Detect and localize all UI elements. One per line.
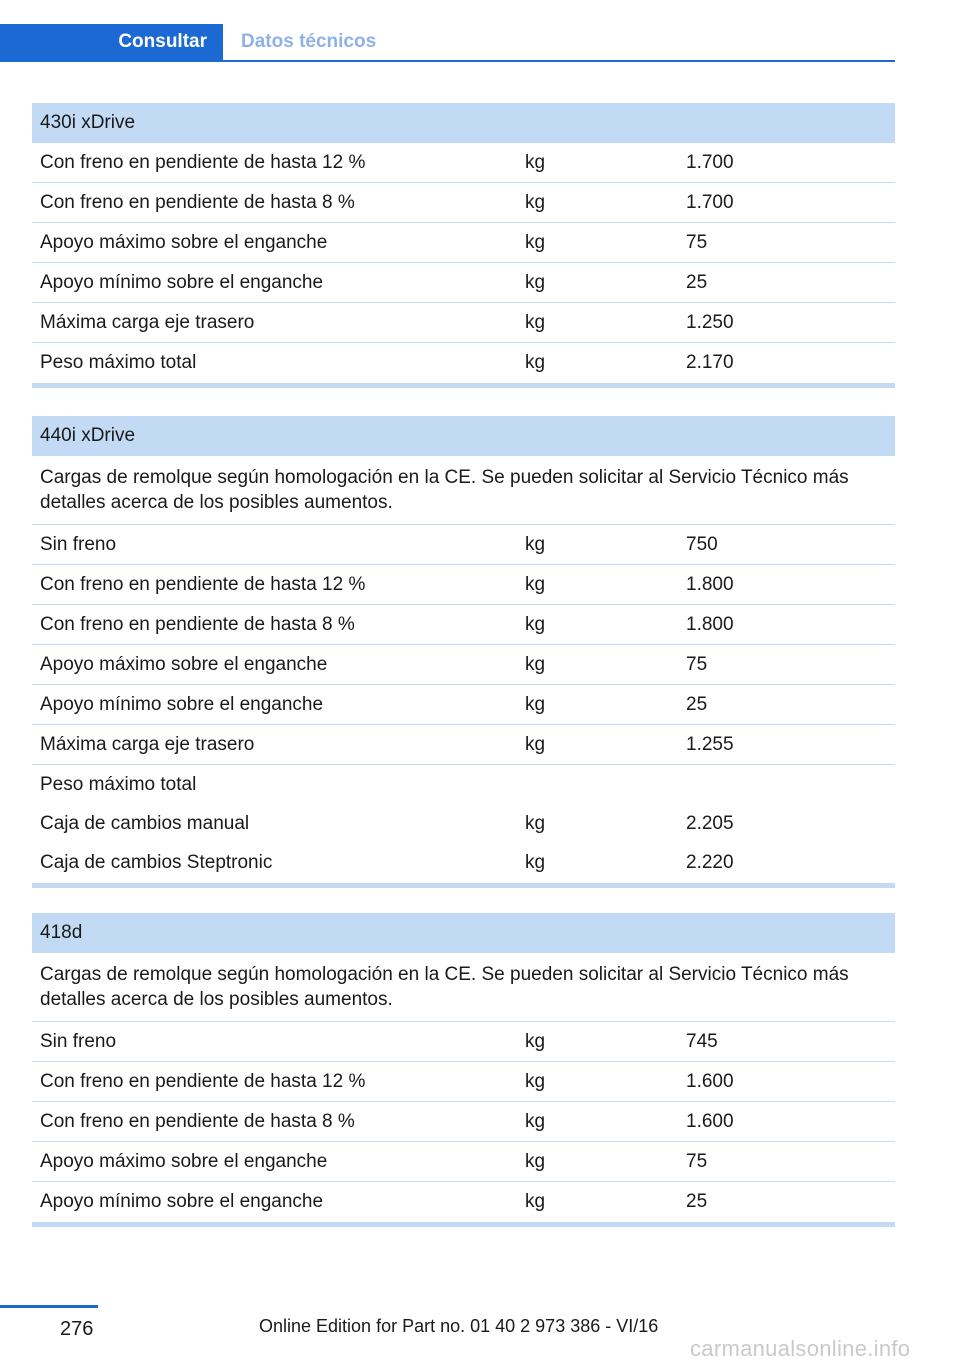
row-label: Con freno en pendiente de hasta 8 %: [40, 191, 355, 213]
row-label: Con freno en pendiente de hasta 12 %: [40, 151, 366, 173]
row-unit: kg: [525, 1070, 546, 1092]
row-value: 25: [686, 271, 708, 293]
row-label: Apoyo mínimo sobre el enganche: [40, 1191, 324, 1212]
row-value: 75: [686, 231, 708, 253]
row-label: Apoyo mínimo sobre el enganche: [40, 271, 324, 293]
table-row: [32, 303, 895, 343]
row-value: 2.220: [686, 852, 734, 873]
row-label: Sin freno: [40, 1030, 117, 1052]
row-unit: kg: [525, 1191, 546, 1212]
table-note: Cargas de remolque según homologación en la CE. Se pueden solicitar al Servicio Técnico más detalles acerca de los posibles aumentos.: [32, 953, 895, 1022]
table-row: [32, 343, 895, 383]
row-value: 1.800: [686, 573, 734, 595]
row-value: 1.600: [686, 1070, 734, 1092]
row-label: Caja de cambios manual: [40, 812, 250, 834]
footer-accent-line: [0, 1305, 98, 1308]
row-label: Sin freno: [40, 533, 117, 555]
row-value: 1.600: [686, 1110, 734, 1132]
row-unit: kg: [525, 533, 546, 555]
table-row: [32, 765, 895, 804]
table-row: [32, 1062, 895, 1102]
row-unit: kg: [525, 573, 546, 595]
table-row: [32, 565, 895, 605]
table-row: [32, 1102, 895, 1142]
table-note: Cargas de remolque según homologación en la CE. Se pueden solicitar al Servicio Técnico más detalles acerca de los posibles aumentos.: [32, 456, 895, 525]
row-label: Caja de cambios Steptronic: [40, 852, 273, 873]
row-unit: kg: [525, 1110, 546, 1132]
row-unit: kg: [525, 733, 546, 755]
table-title: 418d: [32, 913, 895, 953]
spec-table-418d: [32, 913, 895, 1227]
spec-table-430i-xdrive: [32, 103, 895, 388]
row-value: 75: [686, 653, 708, 675]
table-row: [32, 183, 895, 223]
row-value: 1.250: [686, 311, 734, 333]
row-label: Apoyo máximo sobre el enganche: [40, 653, 328, 675]
table-row: [32, 525, 895, 565]
row-label: Con freno en pendiente de hasta 8 %: [40, 1110, 355, 1132]
table-row: [32, 223, 895, 263]
row-value: 745: [686, 1030, 718, 1052]
row-value: 2.205: [686, 812, 734, 834]
row-unit: kg: [525, 231, 546, 253]
watermark: carmanualsonline.info: [690, 1336, 911, 1361]
row-value: 1.700: [686, 191, 734, 213]
row-label: Con freno en pendiente de hasta 12 %: [40, 573, 366, 595]
row-label: Peso máximo total: [40, 773, 197, 795]
edition-text: Online Edition for Part no. 01 40 2 973 386 - VI/16: [259, 1316, 659, 1336]
row-unit: kg: [525, 613, 546, 635]
table-row: [32, 725, 895, 765]
table-row: [32, 685, 895, 725]
row-unit: kg: [525, 352, 546, 373]
row-value: 75: [686, 1150, 708, 1172]
table-row: [32, 843, 895, 883]
page-number: 276: [60, 1318, 94, 1340]
table-row: [32, 605, 895, 645]
row-value: 2.170: [686, 352, 734, 373]
row-value: 25: [686, 1191, 708, 1212]
row-unit: kg: [525, 311, 546, 333]
row-unit: kg: [525, 191, 546, 213]
table-row: [32, 1022, 895, 1062]
row-unit: kg: [525, 1150, 546, 1172]
table-row: [32, 1142, 895, 1182]
row-value: 1.255: [686, 733, 734, 755]
row-unit: kg: [525, 693, 546, 715]
row-label: Apoyo máximo sobre el enganche: [40, 231, 328, 253]
tab-datos-tecnicos[interactable]: Datos técnicos: [241, 31, 377, 52]
page-header: [0, 24, 895, 62]
table-row: [32, 804, 895, 843]
row-unit: kg: [525, 271, 546, 293]
row-label: Máxima carga eje trasero: [40, 311, 255, 333]
row-value: 25: [686, 693, 708, 715]
row-label: Apoyo mínimo sobre el enganche: [40, 693, 324, 715]
row-unit: kg: [525, 151, 546, 173]
row-unit: kg: [525, 1030, 546, 1052]
row-label: Máxima carga eje trasero: [40, 733, 255, 755]
row-label: Con freno en pendiente de hasta 12 %: [40, 1070, 366, 1092]
table-row: [32, 1182, 895, 1222]
table-row: [32, 645, 895, 685]
row-unit: kg: [525, 852, 546, 873]
row-value: 1.700: [686, 151, 734, 173]
row-value: 750: [686, 533, 718, 555]
spec-table-440i-xdrive: [32, 416, 895, 888]
row-unit: kg: [525, 812, 546, 834]
table-title: 440i xDrive: [32, 416, 895, 456]
row-label: Apoyo máximo sobre el enganche: [40, 1150, 328, 1172]
table-row: [32, 143, 895, 183]
row-label: Peso máximo total: [40, 352, 197, 373]
row-unit: kg: [525, 653, 546, 675]
row-value: 1.800: [686, 613, 734, 635]
row-label: Con freno en pendiente de hasta 8 %: [40, 613, 355, 635]
tab-consultar[interactable]: Consultar: [0, 24, 223, 60]
table-row: [32, 263, 895, 303]
table-title: 430i xDrive: [32, 103, 895, 143]
